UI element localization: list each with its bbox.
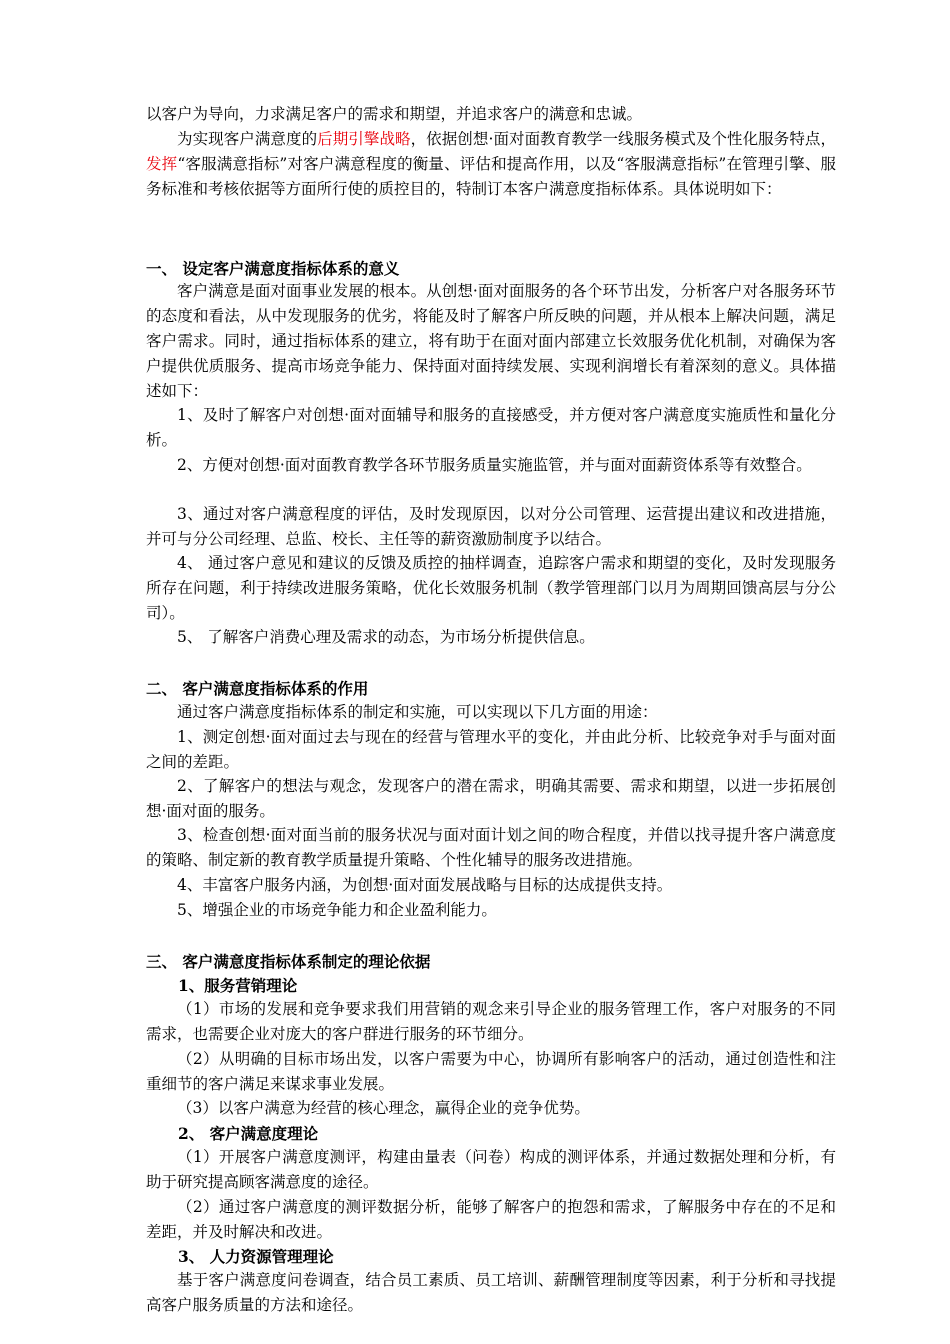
section-1-item-2: 2、方便对创想·面对面教育教学各环节服务质量实施监管，并与面对面薪资体系等有效整合。: [177, 456, 812, 474]
section-3-2-item-1: （1）开展客户满意度测评，构建由量表（问卷）构成的测评体系，并通过数据处理和分析，有助于研究提高顾客满意度的途径。: [146, 1148, 836, 1191]
section-3-1-item-2: （2）从明确的目标市场出发，以客户需要为中心，协调所有影响客户的活动，通过创造性和注重细节的客户满足来谋求事业发展。: [146, 1050, 836, 1093]
section-1-heading: 一、 设定客户满意度指标体系的意义: [146, 259, 400, 278]
section-1-item-4: 4、 通过客户意见和建议的反馈及质控的抽样调查，追踪客户需求和期望的变化，及时发现服务所存在问题，利于持续改进服务策略，优化长效服务机制（教学管理部门以月为周期回馈高层与分公司）。: [146, 554, 836, 622]
section-3-2-item-2: （2）通过客户满意度的测评数据分析，能够了解客户的抱怨和需求，了解服务中存在的不足和差距，并及时解决和改进。: [146, 1198, 836, 1241]
section-1-item-1: 1、及时了解客户对创想·面对面辅导和服务的直接感受，并方便对客户满意度实施质性和量化分析。: [146, 406, 836, 449]
section-2-item-3: 3、检查创想·面对面当前的服务状况与面对面计划之间的吻合程度，并借以找寻提升客户满意度的策略、制定新的教育教学质量提升策略、个性化辅导的服务改进措施。: [146, 826, 836, 869]
intro-line: 以客户为导向，力求满足客户的需求和期望，并追求客户的满意和忠诚。: [146, 105, 643, 123]
section-2-item-5: 5、增强企业的市场竞争能力和企业盈利能力。: [177, 901, 497, 919]
highlight-red-2: 发挥: [146, 155, 178, 173]
section-2-item-1: 1、测定创想·面对面过去与现在的经营与管理水平的变化，并由此分析、比较竞争对手与面对面之间的差距。: [146, 728, 836, 771]
section-2-item-2: 2、了解客户的想法与观念，发现客户的潜在需求，明确其需要、需求和期望，以进一步拓展创想·面对面的服务。: [146, 777, 836, 820]
section-1-intro: 客户满意是面对面事业发展的根本。从创想·面对面服务的各个环节出发，分析客户对各服务环节的态度和看法，从中发现服务的优劣，将能及时了解客户所反映的问题，并从根本上解决问题，满足客户需求。同时，通过指标体系的建立，将有助于在面对面内部建立长效服务优化机制，对确保为客户提供优质服务、提高市场竞争能力、保持面对面持续发展、实现利润增长有着深刻的意义。具体描述如下：: [146, 282, 836, 400]
highlight-red-1: 后期引擎战略: [317, 130, 411, 148]
section-1-item-3: 3、通过对客户满意程度的评估，及时发现原因，以对分公司管理、运营提出建议和改进措施，并可与分公司经理、总监、校长、主任等的薪资激励制度予以结合。: [146, 505, 836, 548]
section-3-heading: 三、 客户满意度指标体系制定的理论依据: [146, 952, 431, 971]
section-3-subheading-2: 2、 客户满意度理论: [178, 1124, 319, 1143]
section-1-item-5: 5、 了解客户消费心理及需求的动态，为市场分析提供信息。: [177, 628, 595, 646]
intro-text-a: 为实现客户满意度的: [177, 130, 318, 148]
intro-text-c: “客服满意指标”对客户满意程度的衡量、评估和提高作用，以及“客服满意指标”在管理引擎、服务标准和考核依据等方面所行使的质控目的，特制订本客户满意度指标体系。具体说明如下：: [146, 155, 836, 198]
section-2-intro: 通过客户满意度指标体系的制定和实施，可以实现以下几方面的用途：: [177, 703, 658, 721]
section-3-subheading-1: 1、服务营销理论: [178, 976, 298, 995]
section-3-1-item-3: （3）以客户满意为经营的核心理念，赢得企业的竞争优势。: [177, 1099, 590, 1117]
section-3-subheading-3: 3、 人力资源管理理论: [178, 1247, 334, 1266]
section-2-heading: 二、 客户满意度指标体系的作用: [146, 679, 369, 698]
section-3-1-item-1: （1）市场的发展和竞争要求我们用营销的观念来引导企业的服务管理工作，客户对服务的不同需求，也需要企业对庞大的客户群进行服务的环节细分。: [146, 1000, 836, 1043]
intro-text-b: ，依据创想·面对面教育教学一线服务模式及个性化服务特点，: [410, 130, 836, 148]
intro-paragraph: [146, 127, 836, 202]
section-3-3-text: 基于客户满意度问卷调查，结合员工素质、员工培训、薪酬管理制度等因素，利于分析和寻找提高客户服务质量的方法和途径。: [146, 1271, 836, 1314]
section-2-item-4: 4、丰富客户服务内涵，为创想·面对面发展战略与目标的达成提供支持。: [177, 876, 673, 894]
